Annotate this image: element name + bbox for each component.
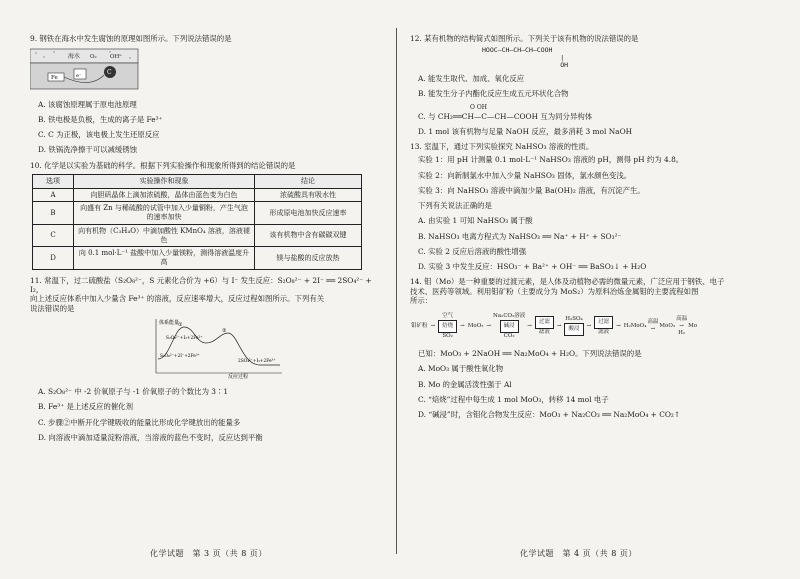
question-13 bbox=[410, 142, 775, 271]
q14-process-flow bbox=[410, 309, 775, 343]
q13-exp-3: 实验 3：向 NaHSO₃ 溶液中滴加少量 Ba(OH)₂ 溶液，有沉淀产生。 bbox=[418, 185, 645, 195]
q14-option-c: C. “焙烧”过程中每生成 1 mol MoO₃，转移 14 mol 电子 bbox=[418, 394, 609, 404]
q11-label1: S₂O₈²⁻+2I⁻+2Fe³⁺ bbox=[160, 353, 200, 359]
q9-label-fe: Fe bbox=[51, 75, 58, 82]
arrow-icon: → bbox=[430, 322, 436, 329]
arrow-icon: → bbox=[679, 322, 684, 329]
q12-option-c: C. 与 CH₂══CH—C—CH—COOH 互为同分异构体 bbox=[418, 111, 593, 121]
flow-condition-label: 高温 bbox=[676, 315, 688, 322]
q11-mark2: ② bbox=[222, 327, 227, 334]
arrow-icon: → bbox=[586, 322, 592, 329]
q12-option-a: A. 能发生取代、加成、氧化反应 bbox=[418, 73, 525, 83]
flow-step-box: 碱浸 bbox=[500, 320, 519, 333]
question-9 bbox=[30, 34, 382, 155]
q9-corrosion-figure bbox=[30, 47, 382, 93]
arrow-icon: → bbox=[460, 322, 465, 329]
q14-option-a: A. MoO₃ 属于酸性氧化物 bbox=[418, 364, 504, 374]
q11-stem-line1: 11. 常温下，过二硫酸盐（S₂O₈²⁻，S 元素化合价为 +6）与 I⁻ 发生反应：S₂O₈²⁻ + 2I⁻ ══ 2SO₄²⁻ + I₂， bbox=[30, 275, 372, 294]
q9-label-o2: O₂ bbox=[90, 54, 97, 61]
q9-option-d: D. 铁锅洗净擦干可以减缓锈蚀 bbox=[38, 145, 138, 155]
q10-table bbox=[32, 174, 362, 270]
q10-header-operation: 实验操作和现象 bbox=[74, 174, 255, 188]
table-row bbox=[33, 247, 362, 270]
q12-option-d: D. 1 mol 该有机物与足量 NaOH 反应，最多消耗 3 mol NaOH bbox=[418, 126, 633, 136]
page-footer-left: 化学试题 第 3 页（共 8 页） bbox=[150, 549, 267, 558]
flow-intermediate: MoO₃ bbox=[467, 322, 484, 329]
q11-option-c: C. 步骤②中断开化学键吸收的能量比形成化学键放出的能量多 bbox=[38, 417, 241, 427]
arrow-icon: → bbox=[650, 326, 656, 333]
q9-option-a: A. 该腐蚀原理属于原电池原理 bbox=[38, 99, 137, 109]
q12-stem: 12. 某有机物的结构简式如图所示。下列关于该有机物的说法错误的是 bbox=[410, 34, 639, 43]
q11-option-a: A. S₂O₈²⁻ 中 -2 价氧原子与 -1 价氧原子的个数比为 3∶1 bbox=[38, 387, 229, 396]
q11-mark1: ① bbox=[178, 321, 183, 328]
table-row bbox=[33, 188, 362, 202]
flow-end: Mo bbox=[688, 322, 698, 329]
flow-intermediate: MoO₃ bbox=[659, 322, 676, 329]
flow-step-input: H₂SO₄ bbox=[565, 316, 583, 323]
q10-cell: C bbox=[33, 224, 74, 247]
q10-cell: 向有机物（C₃H₄O）中滴加酸性 KMnO₄ 溶液，溶液褪色 bbox=[74, 224, 255, 247]
q10-cell: A bbox=[33, 188, 74, 202]
flow-step-box: 酸浸 bbox=[564, 323, 583, 336]
q11-stem-line3: 说法错误的是 bbox=[30, 303, 75, 313]
page-footer-right: 化学试题 第 4 页（共 8 页） bbox=[520, 549, 637, 558]
q9-label-e: e⁻ bbox=[76, 73, 82, 80]
q10-cell: 镁与盐酸的反应放热 bbox=[255, 247, 362, 270]
arrow-icon: → bbox=[527, 322, 532, 329]
q14-stem-line3: 所示： bbox=[410, 295, 433, 305]
q10-cell: B bbox=[33, 202, 74, 225]
q11-option-b: B. Fe³⁺ 是上述反应的催化剂 bbox=[38, 402, 133, 412]
flow-step-2 bbox=[493, 313, 525, 340]
q14-option-d: D. “碱浸”时，含钼化合物发生反应：MoO₃ + Na₂CO₃ ══ Na₂MoO₄ + CO₂↑ bbox=[418, 410, 681, 420]
q13-option-c: C. 实验 2 反应后溶液的酸性增强 bbox=[418, 246, 527, 256]
flow-condition-label: H₂ bbox=[678, 329, 686, 336]
flow-step-output: CO₂ bbox=[503, 332, 515, 339]
flow-step-input: 空气 bbox=[442, 312, 454, 319]
q11-option-d: D. 向溶液中滴加适量淀粉溶液，当溶液的蓝色不变时，反应达到平衡 bbox=[38, 432, 263, 442]
q10-cell: 该有机物中含有碳碳双键 bbox=[255, 224, 362, 247]
q13-option-a: A. 由实验 1 可知 NaHSO₃ 属于酸 bbox=[418, 216, 533, 226]
q13-lead: 下列有关说法正确的是 bbox=[418, 201, 492, 211]
flow-step-1 bbox=[437, 313, 458, 340]
flow-condition-1 bbox=[647, 319, 658, 333]
q10-cell: D bbox=[33, 247, 74, 270]
q11-label2: S₂O₈²⁻+I₂+2Fe²⁺ bbox=[166, 335, 203, 341]
flow-step-box: 过滤 bbox=[594, 316, 613, 329]
q12-option-b: B. 能发生分子内酯化反应生成五元环状化合物 bbox=[418, 88, 569, 98]
q12-structure: HOOC—CH—CH—CH—COOH | OH bbox=[482, 46, 569, 70]
flow-intermediate: H₂MoO₄ bbox=[623, 322, 647, 329]
corrosion-diagram bbox=[30, 47, 140, 91]
q9-label-oh: OH⁻ bbox=[110, 54, 123, 61]
q9-stem: 9. 钢铁在海水中发生腐蚀的原理如图所示。下列说法错误的是 bbox=[30, 34, 232, 43]
flow-condition-2 bbox=[676, 316, 687, 337]
q14-option-b: B. Mo 的金属活泼性强于 Al bbox=[418, 379, 512, 389]
flow-step-output: 滤液 bbox=[538, 329, 550, 336]
q10-cell: 形成原电池加快反应速率 bbox=[255, 202, 362, 225]
flow-step-4 bbox=[563, 316, 584, 336]
table-row bbox=[33, 202, 362, 225]
flow-step-box: 过滤 bbox=[535, 316, 554, 329]
q10-header-conclusion: 结论 bbox=[255, 174, 362, 188]
q13-exp-1: 实验 1：用 pH 计测量 0.1 mol·L⁻¹ NaHSO₃ 溶液的 pH，测得 pH 约为 4.8。 bbox=[418, 155, 684, 165]
q11-energy-figure bbox=[150, 317, 382, 381]
q9-label-c: C bbox=[107, 69, 112, 77]
q10-cell: 浓硫酸具有吸水性 bbox=[255, 188, 362, 202]
q9-option-b: B. 铁电极是负极，生成的离子是 Fe³⁺ bbox=[38, 114, 163, 124]
table-row bbox=[33, 224, 362, 247]
q11-label3: 2SO₄²⁻+I₂+2Fe³⁺ bbox=[238, 358, 276, 364]
arrow-icon: → bbox=[486, 322, 492, 329]
question-11 bbox=[30, 276, 382, 442]
flow-step-input: Na₂CO₃溶液 bbox=[493, 312, 526, 319]
q10-cell: 向胆矾晶体上滴加浓硫酸，晶体由蓝色变为白色 bbox=[74, 188, 255, 202]
energy-profile-diagram bbox=[150, 317, 290, 379]
flow-step-box: 焙烧 bbox=[438, 320, 457, 333]
flow-start: 钼矿粉 bbox=[411, 322, 428, 329]
q13-option-d: D. 实验 3 中发生反应：HSO₃⁻ + Ba²⁺ + OH⁻ ══ BaSO₃↓ + H₂O bbox=[418, 262, 647, 272]
q11-stem-line2: 向上述反应体系中加入少量含 Fe³⁺ 的溶液，反应速率增大，反应过程如图所示。下列有关 bbox=[30, 294, 325, 304]
left-column bbox=[30, 34, 382, 448]
q10-header-option: 选项 bbox=[33, 174, 74, 188]
q13-stem: 13. 室温下，通过下列实验探究 NaHSO₃ 溶液的性质。 bbox=[410, 142, 594, 152]
arrow-icon: → bbox=[616, 322, 621, 329]
question-10 bbox=[30, 161, 382, 270]
q11-ylabel: 体系能量 bbox=[159, 319, 180, 326]
flow-step-5 bbox=[593, 316, 614, 336]
flow-step-3 bbox=[534, 316, 555, 336]
q11-xlabel: 反应过程 bbox=[228, 373, 249, 379]
flow-condition-label: 高温 bbox=[647, 319, 659, 326]
q14-stem-line2: 技术、医药等领域。利用钼矿粉（主要成分为 MoS₂）为原料冶炼金属钼的主要流程如图 bbox=[410, 286, 699, 296]
flow-step-output: 滤液 bbox=[598, 329, 610, 336]
q13-exp-2: 实验 2：向新制氯水中加入少量 NaHSO₃ 固体，氯水颜色变浅。 bbox=[418, 170, 632, 180]
q10-stem: 10. 化学是以实验为基础的科学。根据下列实验操作和现象所得到的结论错误的是 bbox=[30, 160, 296, 170]
question-12 bbox=[410, 34, 775, 136]
q9-option-c: C. C 为正极，该电极上发生还原反应 bbox=[38, 130, 160, 139]
question-14 bbox=[410, 277, 775, 419]
column-divider bbox=[396, 28, 397, 554]
q14-stem-line1: 14. 钼（Mo）是一种重要的过渡元素，是人体及动植物必需的微量元素，广泛应用于钢铁、电子 bbox=[410, 277, 725, 287]
q12-c-structure-top: O OH bbox=[470, 104, 487, 112]
q10-cell: 向盛有 Zn 与稀硫酸的试管中加入少量铜粉，产生气泡的速率加快 bbox=[74, 202, 255, 225]
q9-label-seawater: 海水 bbox=[68, 53, 81, 61]
flow-step-output: SO₂ bbox=[442, 332, 453, 339]
q14-known: 已知：MoO₃ + 2NaOH ══ Na₂MoO₄ + H₂O。下列说法错误的是 bbox=[418, 349, 642, 359]
right-column bbox=[410, 34, 775, 425]
q10-cell: 向 0.1 mol·L⁻¹ 盐酸中加入少量镁粉，测得溶液温度升高 bbox=[74, 247, 255, 270]
q13-option-b: B. NaHSO₃ 电离方程式为 NaHSO₃ ══ Na⁺ + H⁺ + SO₃²⁻ bbox=[418, 231, 622, 241]
arrow-icon: → bbox=[556, 322, 562, 329]
